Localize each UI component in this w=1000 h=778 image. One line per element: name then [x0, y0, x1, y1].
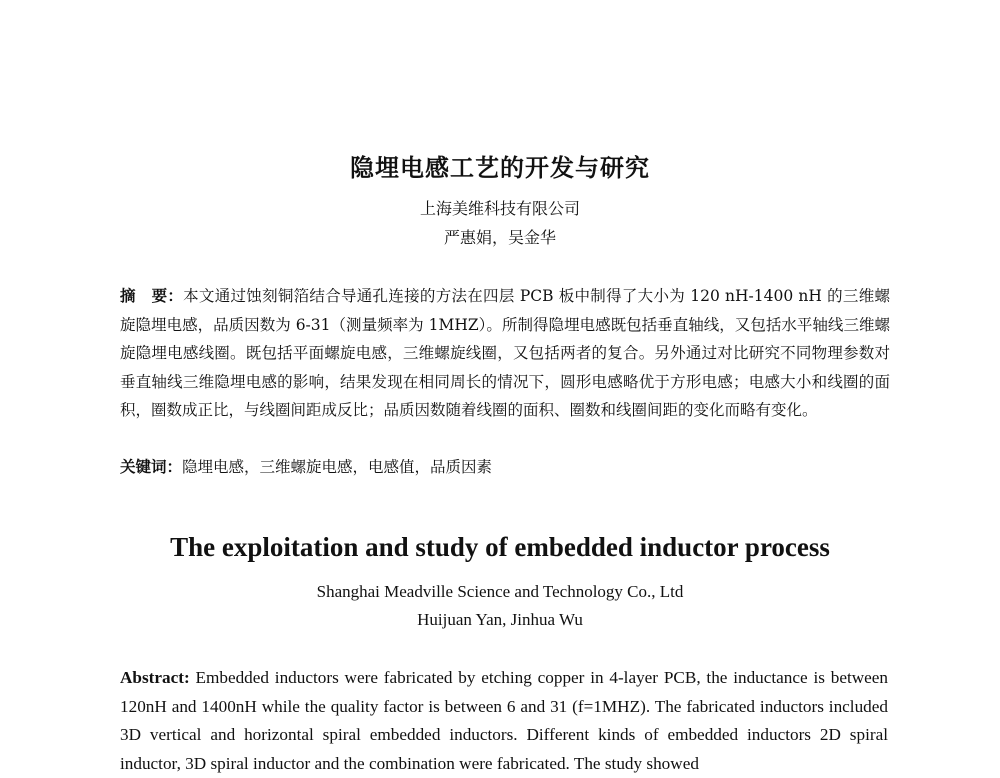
english-abstract [120, 664, 888, 778]
chinese-abstract [120, 282, 890, 425]
chinese-title: 隐埋电感工艺的开发与研究 [350, 154, 650, 182]
english-abstract-label: Abstract: [120, 668, 190, 687]
chinese-authors: 严惠娟，吴金华 [443, 228, 556, 247]
english-abstract-text: Embedded inductors were fabricated by etching copper in 4-layer PCB, the inductance is between 120nH and 1400nH while the quality factor is between 6 and 31 (f=1MHZ). The fabricated inductors included 3D vertical and horizontal spiral embedded inductors. Different kinds of embedded inductors 2D spiral inductor, 3D spiral inductor and the combination were fabricated. The study showed [120, 668, 888, 773]
chinese-keywords-label: 关键词： [120, 458, 183, 476]
chinese-abstract-label: 摘 要： [120, 287, 184, 305]
english-affiliation: Shanghai Meadville Science and Technology Co., Ltd [316, 582, 684, 601]
english-title: The exploitation and study of embedded inductor process [170, 532, 830, 562]
english-authors: Huijuan Yan, Jinhua Wu [417, 610, 583, 629]
chinese-affiliation: 上海美维科技有限公司 [419, 199, 580, 218]
chinese-keywords [120, 455, 890, 479]
chinese-abstract-text: 本文通过蚀刻铜箔结合导通孔连接的方法在四层 PCB 板中制得了大小为 120 nH-1400 nH 的三维螺旋隐埋电感，品质因数为 6-31（测量频率为 1MHZ）。所制得隐埋电感既包括垂直轴线，又包括水平轴线三维螺旋隐埋电感线圈。既包括平面螺旋电感，三维螺旋线圈，又包括两者的复合。另外通过对比研究不同物理参数对垂直轴线三维隐埋电感的影响，结果发现在相同周长的情况下，圆形电感略优于方形电感；电感大小和线圈的面积，圈数成正比，与线圈间距成反比；品质因数随着线圈的面积、圈数和线圈间距的变化而略有变化。 [120, 287, 890, 420]
chinese-keywords-text: 隐埋电感，三维螺旋电感，电感值，品质因素 [182, 458, 493, 476]
